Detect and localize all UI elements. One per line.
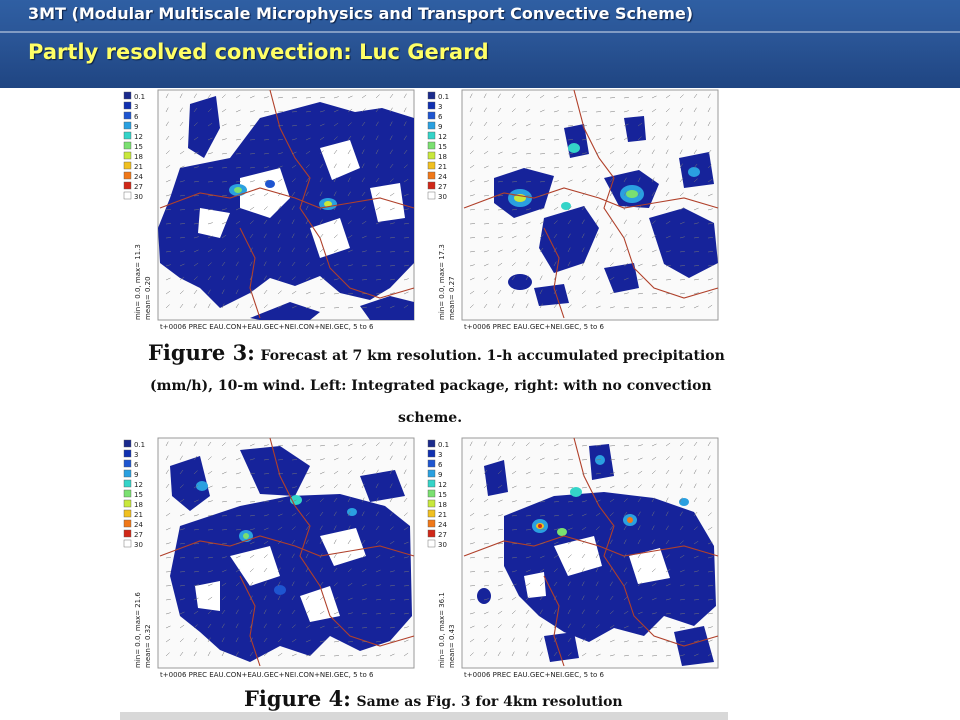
legend-label: 18 xyxy=(438,501,447,509)
legend-swatch xyxy=(428,122,435,129)
legend-swatch xyxy=(428,112,435,119)
legend-swatch xyxy=(428,92,435,99)
figure3-text-line2: (mm/h), 10-m wind. Left: Integrated package, right: with no convection xyxy=(150,378,712,394)
legend xyxy=(124,440,145,549)
legend-swatch xyxy=(124,520,131,527)
legend-swatch xyxy=(124,500,131,507)
legend-label: 0.1 xyxy=(438,441,450,449)
legend-swatch xyxy=(428,470,435,477)
legend-swatch xyxy=(124,92,131,99)
legend xyxy=(124,92,145,201)
legend-swatch xyxy=(124,490,131,497)
header-divider xyxy=(0,31,960,33)
legend xyxy=(428,92,449,201)
legend-label: 27 xyxy=(134,531,143,539)
legend-swatch xyxy=(428,132,435,139)
legend-swatch xyxy=(428,172,435,179)
legend-swatch xyxy=(124,172,131,179)
legend-label: 18 xyxy=(134,153,143,161)
legend-swatch xyxy=(428,500,435,507)
legend-label: 12 xyxy=(134,133,143,141)
legend-swatch xyxy=(428,520,435,527)
legend-swatch xyxy=(124,182,131,189)
legend-label: 24 xyxy=(134,173,143,181)
legend-label: 27 xyxy=(134,183,143,191)
fig3-left-map xyxy=(120,88,416,332)
legend-label: 6 xyxy=(134,113,139,121)
figure3-text-line3: scheme. xyxy=(398,410,463,426)
figure3-label: Figure 3: xyxy=(148,340,255,365)
legend-swatch xyxy=(124,510,131,517)
fig4-left-map xyxy=(120,436,416,680)
legend-swatch xyxy=(124,102,131,109)
legend-label: 3 xyxy=(134,103,139,111)
legend-swatch xyxy=(428,440,435,447)
legend-swatch xyxy=(124,132,131,139)
legend-label: 9 xyxy=(134,471,139,479)
legend-swatch xyxy=(124,480,131,487)
legend-swatch xyxy=(428,540,435,547)
legend-swatch xyxy=(428,142,435,149)
legend-swatch xyxy=(428,480,435,487)
legend-label: 15 xyxy=(134,143,143,151)
legend-label: 18 xyxy=(438,153,447,161)
legend-label: 30 xyxy=(134,193,143,201)
legend-swatch xyxy=(124,440,131,447)
legend-label: 21 xyxy=(134,163,143,171)
legend-label: 6 xyxy=(134,461,139,469)
legend-swatch xyxy=(428,460,435,467)
legend xyxy=(428,440,449,549)
legend-label: 9 xyxy=(438,471,443,479)
left-margin xyxy=(0,88,120,720)
legend-swatch xyxy=(124,530,131,537)
stats-text-mean: mean= 0.32 xyxy=(144,624,152,668)
legend-label: 9 xyxy=(134,123,139,131)
map-footer: t+0006 PREC EAU.GEC+NEI.GEC, 5 to 6 xyxy=(464,323,604,331)
legend-label: 27 xyxy=(438,531,447,539)
legend-swatch xyxy=(124,122,131,129)
legend-swatch xyxy=(428,102,435,109)
legend-swatch xyxy=(124,470,131,477)
legend-swatch xyxy=(124,152,131,159)
legend-label: 12 xyxy=(438,133,447,141)
figure3-caption xyxy=(148,340,728,365)
figure3-text-line1: Forecast at 7 km resolution. 1-h accumulated precipitation xyxy=(260,348,725,364)
legend-label: 21 xyxy=(438,511,447,519)
legend-label: 24 xyxy=(134,521,143,529)
legend-label: 24 xyxy=(438,521,447,529)
slide-title: 3MT (Modular Multiscale Microphysics and Transport Convective Scheme) xyxy=(28,4,694,23)
legend-label: 15 xyxy=(438,491,447,499)
legend-label: 24 xyxy=(438,173,447,181)
legend-label: 21 xyxy=(134,511,143,519)
stats-text: min= 0.0, max= 21.6 xyxy=(134,592,142,668)
figure-image xyxy=(120,88,728,720)
legend-swatch xyxy=(428,510,435,517)
legend-label: 30 xyxy=(438,193,447,201)
legend-label: 15 xyxy=(438,143,447,151)
legend-label: 27 xyxy=(438,183,447,191)
legend-swatch xyxy=(124,112,131,119)
map-footer: t+0006 PREC EAU.CON+EAU.GEC+NEI.CON+NEI.GEC, 5 to 6 xyxy=(160,323,374,331)
figure4-label: Figure 4: xyxy=(244,686,351,711)
slide-header xyxy=(0,0,960,88)
legend-swatch xyxy=(428,450,435,457)
legend-label: 30 xyxy=(134,541,143,549)
legend-swatch xyxy=(428,490,435,497)
fig4-right-map xyxy=(424,436,720,680)
legend-swatch xyxy=(124,540,131,547)
legend-swatch xyxy=(124,460,131,467)
legend-swatch xyxy=(428,182,435,189)
legend-label: 0.1 xyxy=(134,441,146,449)
legend-swatch xyxy=(124,142,131,149)
figure4-text-line1: Same as Fig. 3 for 4km resolution xyxy=(356,694,623,710)
stats-text: min= 0.0, max= 36.1 xyxy=(438,592,446,668)
legend-label: 3 xyxy=(438,103,443,111)
legend-swatch xyxy=(428,192,435,199)
legend-swatch xyxy=(428,162,435,169)
image-bottom-edge xyxy=(120,712,728,720)
legend-swatch xyxy=(124,192,131,199)
legend-label: 6 xyxy=(438,113,443,121)
stats-text-mean: mean= 0.27 xyxy=(448,276,456,320)
legend-label: 21 xyxy=(438,163,447,171)
legend-swatch xyxy=(428,152,435,159)
legend-label: 0.1 xyxy=(134,93,146,101)
legend-label: 3 xyxy=(134,451,139,459)
legend-label: 12 xyxy=(134,481,143,489)
legend-swatch xyxy=(124,450,131,457)
map-footer: t+0006 PREC EAU.CON+EAU.GEC+NEI.CON+NEI.GEC, 5 to 6 xyxy=(160,671,374,679)
stats-text-mean: mean= 0.43 xyxy=(448,624,456,668)
legend-label: 9 xyxy=(438,123,443,131)
map-footer: t+0006 PREC EAU.GEC+NEI.GEC, 5 to 6 xyxy=(464,671,604,679)
legend-label: 15 xyxy=(134,491,143,499)
legend-label: 30 xyxy=(438,541,447,549)
legend-label: 0.1 xyxy=(438,93,450,101)
stats-text-mean: mean= 0.20 xyxy=(144,276,152,320)
legend-swatch xyxy=(124,162,131,169)
stats-text: min= 0.0, max= 11.3 xyxy=(134,244,142,320)
stats-text: min= 0.0, max= 17.3 xyxy=(438,244,446,320)
fig3-right-map xyxy=(424,88,720,332)
legend-swatch xyxy=(428,530,435,537)
slide-subtitle: Partly resolved convection: Luc Gerard xyxy=(28,40,489,64)
legend-label: 6 xyxy=(438,461,443,469)
legend-label: 18 xyxy=(134,501,143,509)
figure4-caption xyxy=(244,686,724,711)
legend-label: 3 xyxy=(438,451,443,459)
legend-label: 12 xyxy=(438,481,447,489)
